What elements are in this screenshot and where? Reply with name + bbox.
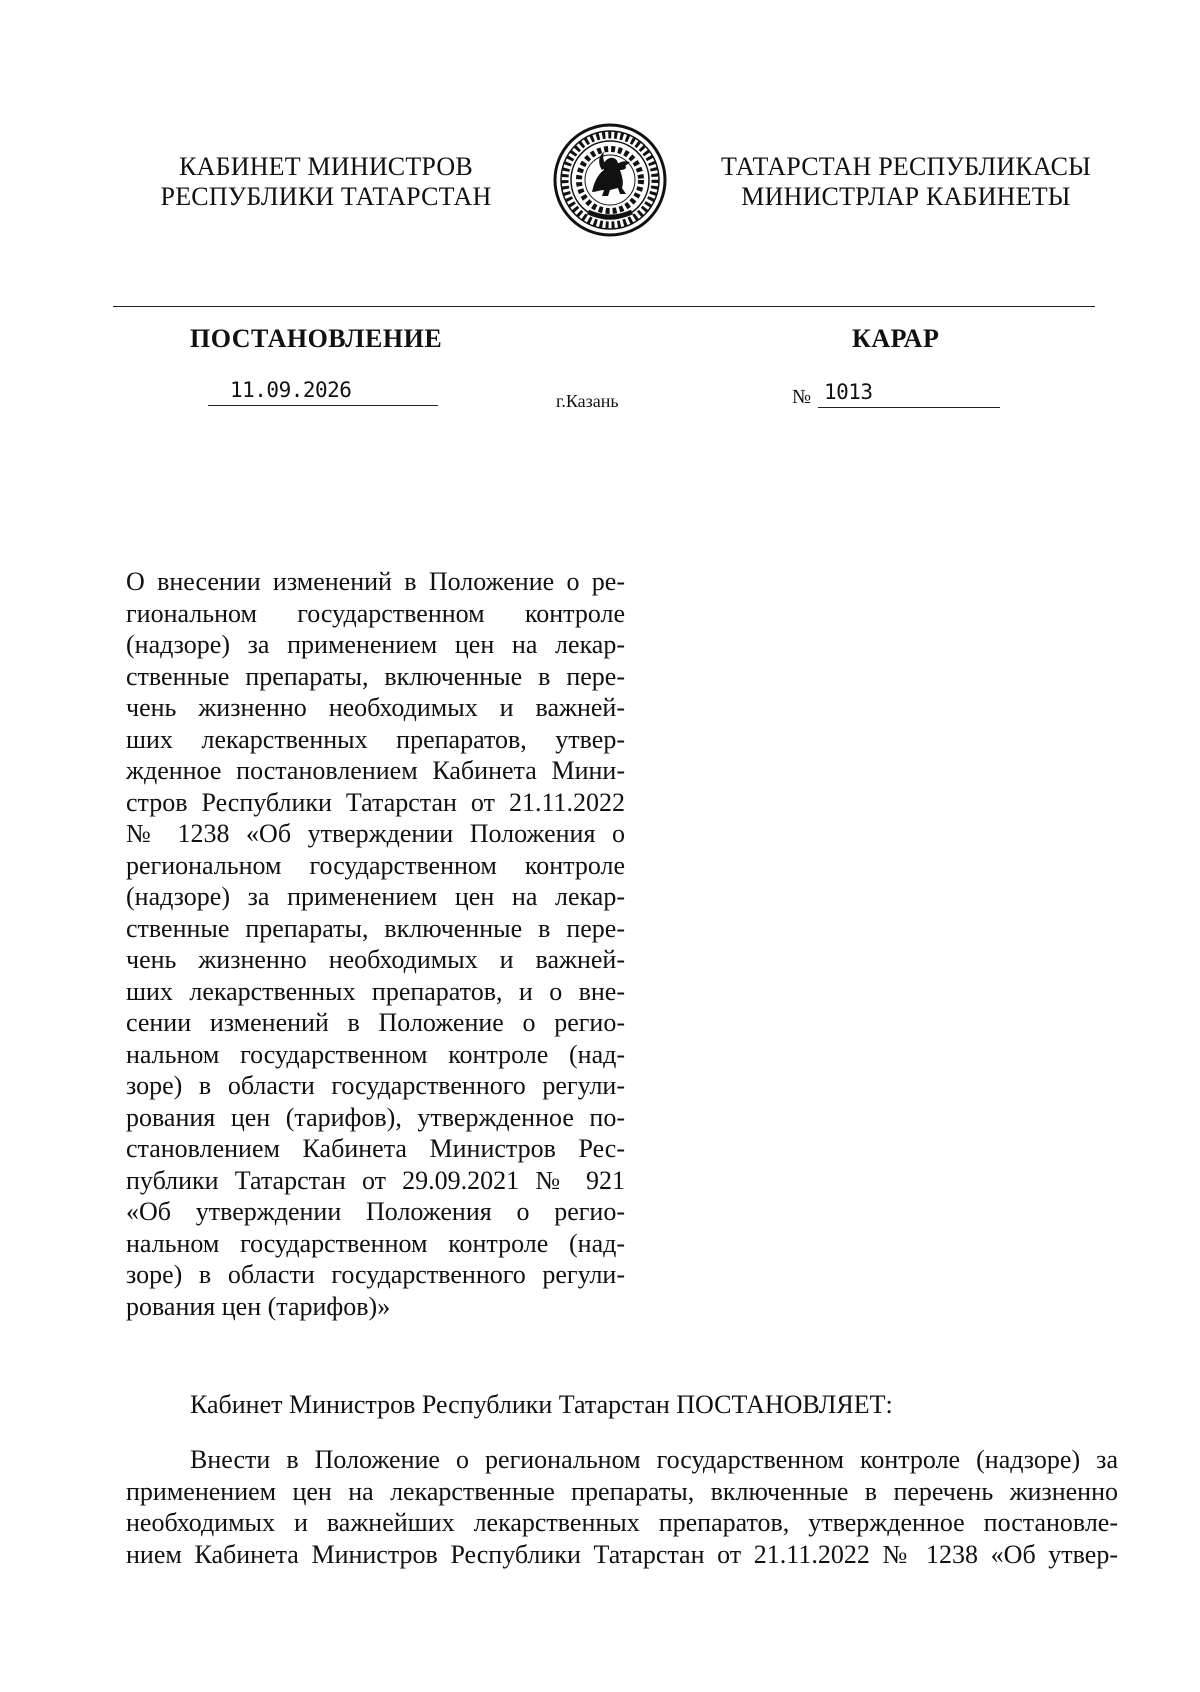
- title-line: стров Республики Татарстан от 21.11.2022: [126, 787, 625, 817]
- title-line: зоре) в области государственного регули-: [126, 1260, 625, 1289]
- title-line: нальном государственном контроле (над-: [126, 1228, 625, 1258]
- title-line: чень жизненно необходимых и важней-: [126, 693, 625, 722]
- header-right: [686, 152, 1126, 212]
- body-paragraph: [126, 1444, 1118, 1570]
- document-date: 11.09.2026: [230, 378, 352, 402]
- document-number: 1013: [824, 380, 873, 404]
- title-line: становлением Кабинета Министров Рес-: [126, 1134, 625, 1163]
- header-right-line-2: МИНИСТРЛАР КАБИНЕТЫ: [741, 182, 1071, 211]
- body-line: применением цен на лекарственные препараты, включенные в перечень жизненно: [126, 1476, 1118, 1506]
- title-line: публики Татарстан от 29.09.2021 № 921: [126, 1165, 625, 1195]
- header-right-line-1: ТАТАРСТАН РЕСПУБЛИКАСЫ: [721, 152, 1091, 181]
- title-line: № 1238 «Об утверждении Положения о: [126, 819, 625, 848]
- title-line: региональном государственном контроле: [126, 850, 625, 880]
- body-line: нием Кабинета Министров Республики Татарстан от 21.11.2022 № 1238 «Об утвер-: [126, 1539, 1118, 1569]
- title-line: «Об утверждении Положения о регио-: [126, 1197, 625, 1226]
- title-line: О внесении изменений в Положение о ре-: [126, 567, 625, 596]
- title-line: ственные препараты, включенные в пере-: [126, 661, 625, 691]
- title-line: ших лекарственных препаратов, и о вне-: [126, 976, 625, 1006]
- doc-type-tatar: КАРАР: [852, 324, 940, 353]
- title-line: (надзоре) за применением цен на лекар-: [126, 882, 625, 911]
- title-line: сении изменений в Положение о регио-: [126, 1008, 625, 1037]
- title-line: (надзоре) за применением цен на лекар-: [126, 630, 625, 659]
- title-line: жденное постановлением Кабинета Мини-: [126, 756, 625, 785]
- title-line: чень жизненно необходимых и важней-: [126, 945, 625, 974]
- date-underline: [208, 405, 438, 406]
- doc-type-russian: ПОСТАНОВЛЕНИЕ: [190, 324, 443, 353]
- title-line: нальном государственном контроле (над-: [126, 1039, 625, 1069]
- title-line: гиональном государственном контроле: [126, 598, 625, 628]
- document-city: г.Казань: [556, 391, 619, 411]
- body-line: Внести в Положение о региональном государственном контроле (надзоре) за: [190, 1445, 1118, 1474]
- header-left-line-2: РЕСПУБЛИКИ ТАТАРСТАН: [160, 182, 492, 211]
- number-sign: №: [792, 386, 812, 408]
- title-line: рования цен (тарифов)»: [126, 1291, 391, 1321]
- document-title: [126, 566, 625, 1322]
- header-divider: [113, 306, 1095, 307]
- header-left: [136, 152, 516, 212]
- body-line: необходимых и важнейших лекарственных препаратов, утвержденное постановле-: [126, 1508, 1118, 1537]
- title-line: ственные препараты, включенные в пере-: [126, 913, 625, 943]
- number-underline: [818, 407, 1000, 408]
- title-line: ших лекарственных препаратов, утвер-: [126, 724, 625, 754]
- title-line: зоре) в области государственного регули-: [126, 1071, 625, 1100]
- decree-statement: Кабинет Министров Республики Татарстан ПОСТАНОВЛЯЕТ:: [190, 1390, 893, 1419]
- title-line: рования цен (тарифов), утвержденное по-: [126, 1102, 625, 1132]
- coat-of-arms-icon: [552, 122, 668, 238]
- header-left-line-1: КАБИНЕТ МИНИСТРОВ: [179, 152, 473, 181]
